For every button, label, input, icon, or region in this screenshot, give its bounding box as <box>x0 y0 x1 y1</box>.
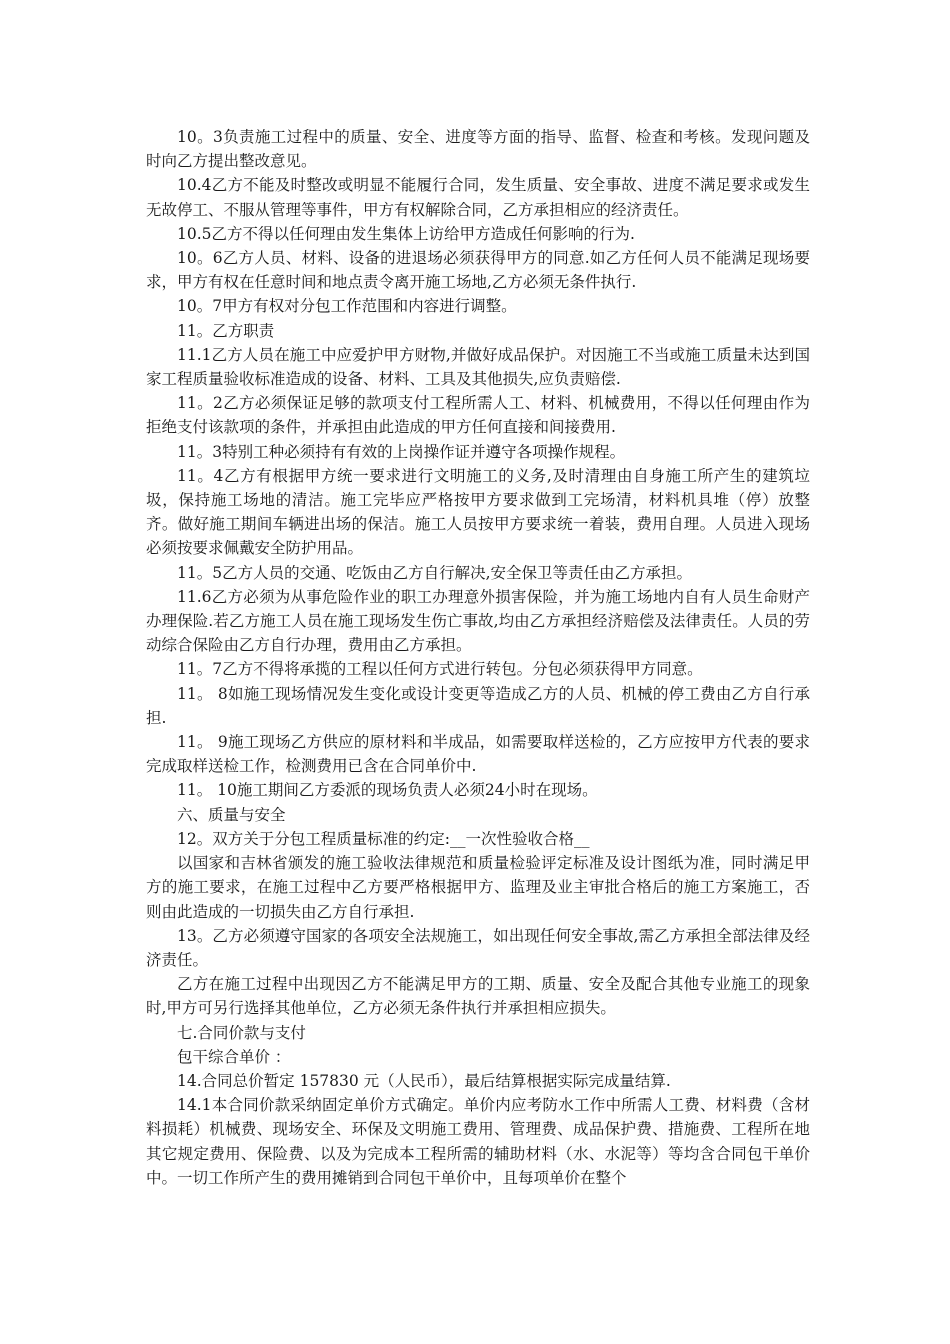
paragraph-11-4: 11。4乙方有根据甲方统一要求进行文明施工的义务,及时清理由自身施工所产生的建筑垃圾，保持施工场地的清洁。施工完毕应严格按甲方要求做到工完场清，材料机具堆（停）放整齐。做好施工期间车辆进出场的保洁。施工人员按甲方要求统一着装，费用自理。人员进入现场必须按要求佩戴安全防护用品。 <box>146 466 810 558</box>
paragraph-11-5: 11。5乙方人员的交通、吃饭由乙方自行解决,安全保卫等责任由乙方承担。 <box>177 563 693 582</box>
section-heading-11: 11。乙方职责 <box>177 321 275 340</box>
paragraph-12-standard: 以国家和吉林省颁发的施工验收法律规范和质量检验评定标准及设计图纸为准，同时满足甲方的施工要求，在施工过程中乙方要严格根据甲方、监理及业主审批合格后的施工方案施工，否则由此造成的一切损失由乙方自行承担. <box>146 854 810 921</box>
paragraph-13-extra: 乙方在施工过程中出现因乙方不能满足甲方的工期、质量、安全及配合其他专业施工的现象时,甲方可另行选择其他单位，乙方必须无条件执行并承担相应损失。 <box>146 975 810 1018</box>
paragraph-unit-price: 包干综合单价 ： <box>177 1047 291 1066</box>
document-page <box>146 125 810 1190</box>
paragraph-12: 12。双方关于分包工程质量标准的约定:__一次性验收合格__ <box>177 829 590 848</box>
paragraph-10-7: 10。7甲方有权对分包工作范围和内容进行调整。 <box>177 297 517 316</box>
paragraph-11-6: 11.6乙方必须为从事危险作业的职工办理意外损害保险，并为施工场地内自有人员生命财产办理保险.若乙方施工人员在施工现场发生伤亡事故,均由乙方承担经济赔偿及法律责任。人员的劳动综合保险由乙方自行办理，费用由乙方承担。 <box>146 587 810 655</box>
section-heading-6: 六、质量与安全 <box>177 805 286 824</box>
paragraph-14-1: 14.1本合同价款采纳固定单价方式确定。单价内应考防水工作中所需人工费、材料费（含材料损耗）机械费、现场安全、环保及文明施工费用、管理费、成品保护费、措施费、工程所在地其它规定费用、保险费、以及为完成本工程所需的辅助材料（水、水泥等）等均含合同包干单价中。一切工作所产生的费用摊销到合同包干单价中，且每项单价在整个 <box>146 1096 810 1187</box>
paragraph-11-7: 11。7乙方不得将承揽的工程以任何方式进行转包。分包必须获得甲方同意。 <box>177 660 703 679</box>
paragraph-14: 14.合同总价暂定 157830 元（人民币），最后结算根据实际完成量结算. <box>177 1071 671 1090</box>
paragraph-10-6: 10。6乙方人员、材料、设备的进退场必须获得甲方的同意.如乙方任何人员不能满足现场要求，甲方有权在任意时间和地点责令离开施工场地,乙方必须无条件执行. <box>146 249 810 292</box>
paragraph-11-2: 11。2乙方必须保证足够的款项支付工程所需人工、材料、机械费用，不得以任何理由作为拒绝支付该款项的条件，并承担由此造成的甲方任何直接和间接费用. <box>146 394 810 437</box>
paragraph-11-1: 11.1乙方人员在施工中应爱护甲方财物,并做好成品保护。对因施工不当或施工质量未达到国家工程质量验收标准造成的设备、材料、工具及其他损失,应负责赔偿. <box>146 345 810 389</box>
paragraph-10-4: 10.4乙方不能及时整改或明显不能履行合同，发生质量、安全事故、进度不满足要求或发生无故停工、不服从管理等事件，甲方有权解除合同，乙方承担相应的经济责任。 <box>146 176 810 219</box>
paragraph-10-3: 10。3负责施工过程中的质量、安全、进度等方面的指导、监督、检查和考核。发现问题及时向乙方提出整改意见。 <box>146 128 810 171</box>
paragraph-10-5: 10.5乙方不得以任何理由发生集体上访给甲方造成任何影响的行为. <box>177 224 635 243</box>
paragraph-11-3: 11。3特别工种必须持有有效的上岗操作证并遵守各项操作规程。 <box>177 442 626 461</box>
paragraph-11-10: 11。 10施工期间乙方委派的现场负责人必须24小时在现场。 <box>177 781 598 800</box>
section-heading-7: 七.合同价款与支付 <box>177 1023 306 1042</box>
paragraph-13: 13。乙方必须遵守国家的各项安全法规施工，如出现任何安全事故,需乙方承担全部法律及经济责任。 <box>146 926 810 969</box>
paragraph-11-9: 11。 9施工现场乙方供应的原材料和半成品，如需要取样送检的，乙方应按甲方代表的要求完成取样送检工作，检测费用已含在合同单价中. <box>146 733 810 776</box>
paragraph-11-8: 11。 8如施工现场情况发生变化或设计变更等造成乙方的人员、机械的停工费由乙方自行承担. <box>146 684 810 727</box>
